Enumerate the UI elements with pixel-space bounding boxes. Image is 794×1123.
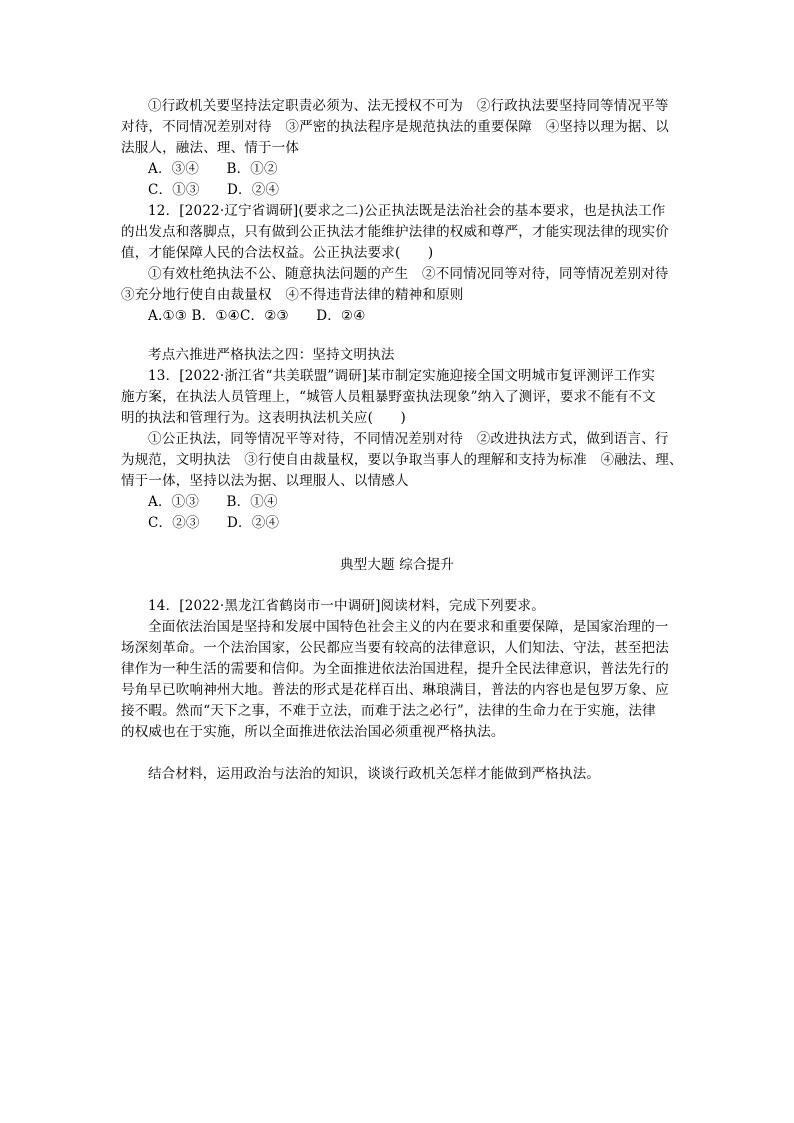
q11-statement-line-1: ①行政机关要坚持法定职责必须为、法无授权不可为 ②行政执法要坚持同等情况平等 (148, 98, 669, 114)
q13-statement-line-1: ①公正执法，同等情况平等对待，不同情况差别对待 ②改进执法方式，做到语言、行 (148, 431, 669, 447)
q11-statement-line-3: 法服人，融法、理、情于一体 (121, 140, 300, 156)
comprehensive-section-title: 典型大题 综合提升 (339, 557, 455, 573)
q12-options-line: A.①③ B．①④C．②③ D．②④ (148, 308, 366, 324)
q14-stem: 14．[2022·黑龙江省鹤岗市一中调研]阅读材料，完成下列要求。 (148, 598, 545, 614)
q13-stem-line-3: 明的执法和管理行为。这表明执法机关应( ) (121, 410, 406, 426)
q13-stem-line-2: 施方案，在执法人员管理上，“城管人员粗暴野蛮执法现象”纳入了测评，要求不能有不文 (121, 389, 656, 405)
q14-question: 结合材料，运用政治与法治的知识，谈谈行政机关怎样才能做到严格执法。 (148, 766, 601, 782)
q13-statement-line-3: 情于一体，坚持以法为据、以理服人、以情感人 (121, 473, 409, 489)
q11-statement-line-2: 对待，不同情况差别对待 ③严密的执法程序是规范执法的重要保障 ④坚持以理为据、以 (121, 119, 669, 135)
q11-options-line-2: C．①③ D．②④ (148, 182, 280, 198)
q13-options-line-1: A．①③ B．①④ (148, 494, 278, 510)
q14-material-line-3: 律作为一种生活的需要和信仰。为全面推进依法治国进程，提升全民法律意识，普法先行的 (121, 661, 669, 677)
section-6-title: 考点六推进严格执法之四：坚持文明执法 (148, 347, 395, 363)
q12-statement-line-1: ①有效杜绝执法不公、随意执法问题的产生 ②不同情况同等对待，同等情况差别对待 (148, 266, 669, 282)
q11-options-line-1: A．③④ B．①② (148, 161, 278, 177)
q14-material-line-6: 的权威也在于实施，所以全面推进依法治国必须重视严格执法。 (121, 724, 505, 740)
q13-stem-line-1: 13．[2022·浙江省“共美联盟”调研]某市制定实施迎接全国文明城市复评测评工作实 (148, 368, 656, 384)
q13-statement-line-2: 为规范，文明执法 ③行使自由裁量权，要以争取当事人的理解和支持为标准 ④融法、理、 (121, 452, 683, 468)
q12-stem-line-3: 值，才能保障人民的合法权益。公正执法要求( ) (121, 245, 434, 261)
q14-material-line-5: 接不暇。然而“天下之事，不难于立法，而难于法之必行”，法律的生命力在于实施，法律 (121, 703, 656, 719)
q14-material-line-1: 全面依法治国是坚持和发展中国特色社会主义的内在要求和重要保障，是国家治理的一 (148, 619, 669, 635)
q13-options-line-2: C．②③ D．②④ (148, 515, 280, 531)
q12-statement-line-2: ③充分地行使自由裁量权 ④不得违背法律的精神和原则 (121, 287, 464, 303)
q14-material-line-2: 场深刻革命。一个法治国家，公民都应当要有较高的法律意识，人们知法、守法，甚至把法 (121, 640, 669, 656)
q12-stem-line-2: 的出发点和落脚点，只有做到公正执法才能维护法律的权威和尊严，才能实现法律的现实价 (121, 224, 669, 240)
q14-material-line-4: 号角早已吹响神州大地。普法的形式是花样百出、琳琅满目，普法的内容也是包罗万象、应 (121, 682, 669, 698)
q12-stem-line-1: 12．[2022·辽宁省调研](要求之二)公正执法既是法治社会的基本要求，也是执法工作 (148, 203, 666, 219)
